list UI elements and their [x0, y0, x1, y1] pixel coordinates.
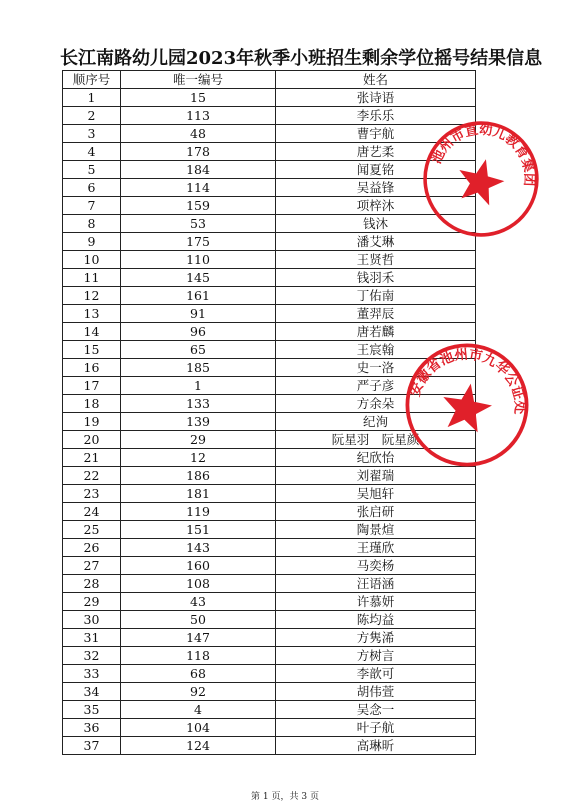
cell-name: 汪语涵 [276, 575, 476, 593]
cell-name: 方树言 [276, 647, 476, 665]
cell-order: 13 [63, 305, 121, 323]
table-row [63, 683, 476, 701]
cell-name: 阮星羽 阮星颜 [276, 431, 476, 449]
cell-id: 160 [121, 557, 276, 575]
cell-name: 陈均益 [276, 611, 476, 629]
cell-order: 32 [63, 647, 121, 665]
cell-id: 113 [121, 107, 276, 125]
table-row [63, 467, 476, 485]
cell-name: 纪欣怡 [276, 449, 476, 467]
cell-name: 张启研 [276, 503, 476, 521]
cell-order: 4 [63, 143, 121, 161]
cell-order: 20 [63, 431, 121, 449]
cell-name: 张诗语 [276, 89, 476, 107]
cell-name: 许慕妍 [276, 593, 476, 611]
cell-order: 34 [63, 683, 121, 701]
cell-name: 李歆可 [276, 665, 476, 683]
cell-id: 1 [121, 377, 276, 395]
cell-name: 吴旭轩 [276, 485, 476, 503]
cell-id: 12 [121, 449, 276, 467]
table-row [63, 485, 476, 503]
cell-id: 124 [121, 737, 276, 755]
header-id: 唯一编号 [121, 71, 276, 89]
table-row [63, 611, 476, 629]
cell-order: 30 [63, 611, 121, 629]
cell-order: 24 [63, 503, 121, 521]
cell-name: 严子彦 [276, 377, 476, 395]
table-row [63, 575, 476, 593]
cell-name: 丁佑南 [276, 287, 476, 305]
cell-id: 118 [121, 647, 276, 665]
cell-order: 19 [63, 413, 121, 431]
cell-order: 5 [63, 161, 121, 179]
cell-id: 151 [121, 521, 276, 539]
table-row [63, 233, 476, 251]
cell-name: 王瑾欣 [276, 539, 476, 557]
cell-name: 方隽浠 [276, 629, 476, 647]
document-title: 长江南路幼儿园2023年秋季小班招生剩余学位摇号结果信息 [60, 48, 543, 69]
cell-id: 104 [121, 719, 276, 737]
cell-name: 吴益锋 [276, 179, 476, 197]
cell-id: 43 [121, 593, 276, 611]
cell-id: 143 [121, 539, 276, 557]
table-row [63, 269, 476, 287]
cell-id: 50 [121, 611, 276, 629]
cell-order: 36 [63, 719, 121, 737]
table-row [63, 593, 476, 611]
cell-name: 钱羽禾 [276, 269, 476, 287]
table-row [63, 125, 476, 143]
cell-order: 3 [63, 125, 121, 143]
cell-id: 114 [121, 179, 276, 197]
table-row [63, 629, 476, 647]
table-row [63, 557, 476, 575]
cell-order: 18 [63, 395, 121, 413]
cell-id: 186 [121, 467, 276, 485]
svg-text:池州市直幼儿教育集团: 池州市直幼儿教育集团 [429, 122, 537, 187]
cell-id: 91 [121, 305, 276, 323]
cell-order: 6 [63, 179, 121, 197]
cell-id: 178 [121, 143, 276, 161]
page-footer: 第 1 页，共 3 页 [251, 792, 319, 802]
cell-name: 叶子航 [276, 719, 476, 737]
cell-order: 31 [63, 629, 121, 647]
cell-id: 92 [121, 683, 276, 701]
cell-id: 185 [121, 359, 276, 377]
table-row [63, 719, 476, 737]
cell-id: 53 [121, 215, 276, 233]
cell-name: 陶景煊 [276, 521, 476, 539]
cell-order: 12 [63, 287, 121, 305]
cell-order: 22 [63, 467, 121, 485]
cell-order: 26 [63, 539, 121, 557]
cell-name: 钱沐 [276, 215, 476, 233]
table-row [63, 143, 476, 161]
cell-order: 17 [63, 377, 121, 395]
table-row [63, 89, 476, 107]
cell-order: 7 [63, 197, 121, 215]
cell-order: 27 [63, 557, 121, 575]
cell-id: 139 [121, 413, 276, 431]
cell-id: 29 [121, 431, 276, 449]
table-row [63, 539, 476, 557]
cell-id: 15 [121, 89, 276, 107]
cell-name: 闻夏铭 [276, 161, 476, 179]
table-row [63, 737, 476, 755]
svg-text:安徽省池州市九华公证处: 安徽省池州市九华公证处 [407, 346, 528, 415]
cell-order: 15 [63, 341, 121, 359]
cell-order: 37 [63, 737, 121, 755]
cell-name: 纪洵 [276, 413, 476, 431]
cell-name: 唐艺柔 [276, 143, 476, 161]
table-row [63, 701, 476, 719]
cell-id: 96 [121, 323, 276, 341]
table-row [63, 665, 476, 683]
seal2-graphic [392, 330, 543, 481]
cell-order: 25 [63, 521, 121, 539]
cell-id: 159 [121, 197, 276, 215]
cell-name: 李乐乐 [276, 107, 476, 125]
cell-name: 马奕杨 [276, 557, 476, 575]
cell-id: 181 [121, 485, 276, 503]
cell-name: 吴念一 [276, 701, 476, 719]
cell-id: 4 [121, 701, 276, 719]
table-row [63, 305, 476, 323]
table-header-row [63, 71, 476, 89]
cell-order: 35 [63, 701, 121, 719]
cell-name: 王贤哲 [276, 251, 476, 269]
table-row [63, 521, 476, 539]
cell-order: 9 [63, 233, 121, 251]
cell-id: 119 [121, 503, 276, 521]
table-row [63, 503, 476, 521]
cell-name: 方余朵 [276, 395, 476, 413]
seal-notary-office [392, 330, 543, 481]
cell-name: 唐若麟 [276, 323, 476, 341]
cell-order: 29 [63, 593, 121, 611]
cell-name: 王宸翰 [276, 341, 476, 359]
cell-order: 16 [63, 359, 121, 377]
cell-name: 史一洛 [276, 359, 476, 377]
cell-order: 23 [63, 485, 121, 503]
cell-id: 65 [121, 341, 276, 359]
cell-name: 项梓沐 [276, 197, 476, 215]
cell-order: 33 [63, 665, 121, 683]
table-row [63, 647, 476, 665]
cell-id: 145 [121, 269, 276, 287]
cell-order: 1 [63, 89, 121, 107]
cell-order: 10 [63, 251, 121, 269]
table-row [63, 251, 476, 269]
cell-name: 曹宇航 [276, 125, 476, 143]
cell-name: 董羿辰 [276, 305, 476, 323]
table-row [63, 107, 476, 125]
cell-id: 48 [121, 125, 276, 143]
cell-name: 胡伟萱 [276, 683, 476, 701]
cell-order: 11 [63, 269, 121, 287]
cell-order: 28 [63, 575, 121, 593]
cell-id: 68 [121, 665, 276, 683]
cell-id: 175 [121, 233, 276, 251]
cell-id: 147 [121, 629, 276, 647]
header-order: 顺序号 [63, 71, 121, 89]
cell-id: 184 [121, 161, 276, 179]
cell-name: 高琳昕 [276, 737, 476, 755]
cell-id: 133 [121, 395, 276, 413]
table-row [63, 161, 476, 179]
table-row [63, 287, 476, 305]
cell-id: 108 [121, 575, 276, 593]
cell-order: 2 [63, 107, 121, 125]
cell-name: 潘艾琳 [276, 233, 476, 251]
header-name: 姓名 [276, 71, 476, 89]
cell-order: 8 [63, 215, 121, 233]
cell-order: 21 [63, 449, 121, 467]
cell-id: 110 [121, 251, 276, 269]
cell-id: 161 [121, 287, 276, 305]
cell-order: 14 [63, 323, 121, 341]
cell-name: 刘翟瑞 [276, 467, 476, 485]
